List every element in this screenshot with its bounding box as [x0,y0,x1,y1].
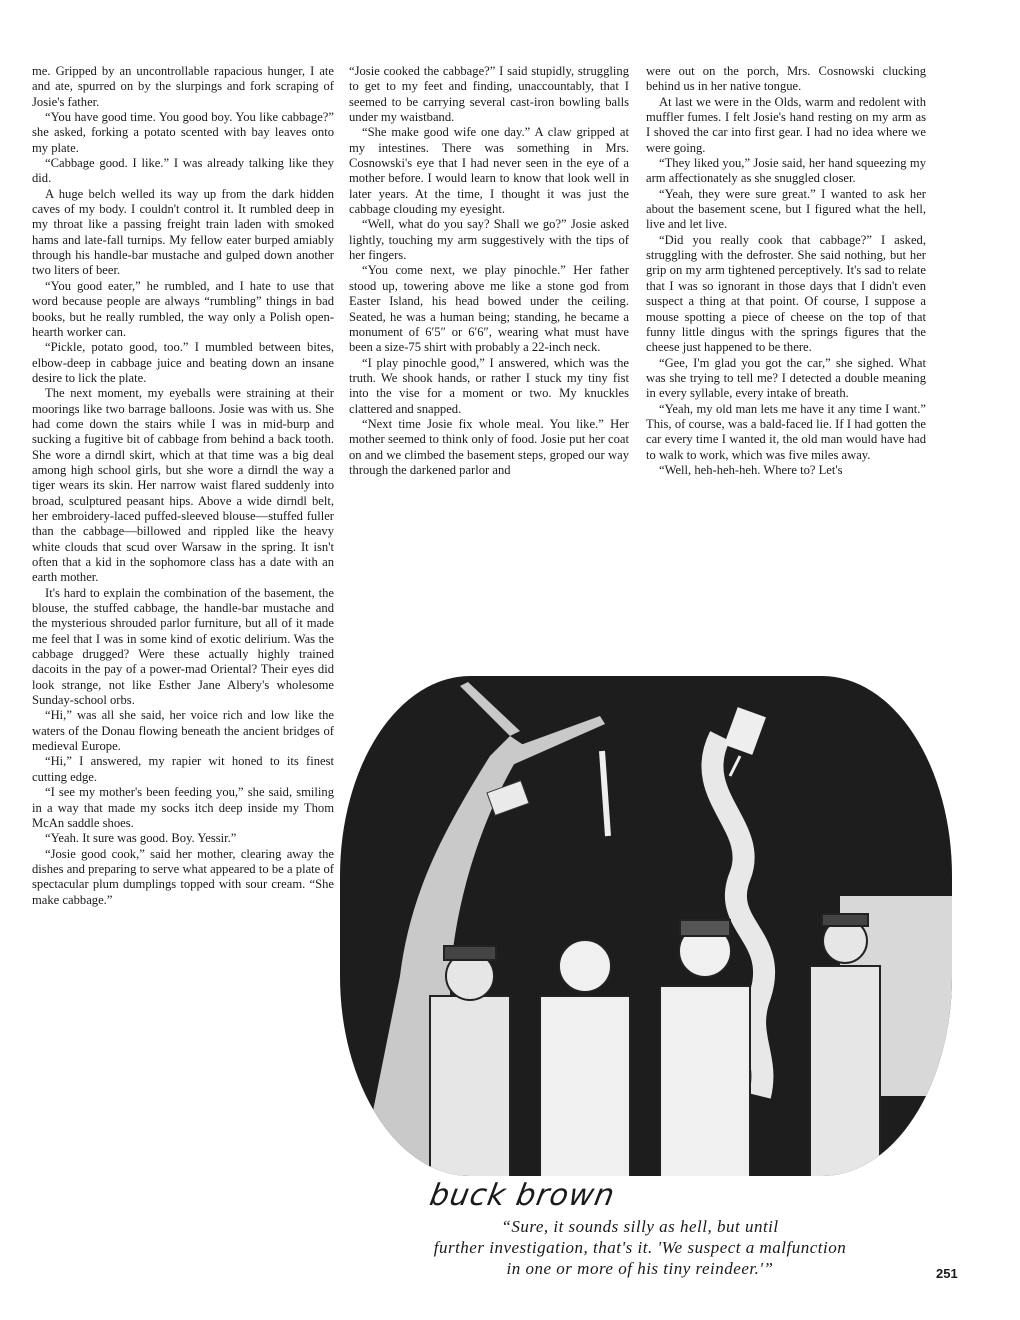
paragraph: “She make good wife one day.” A claw gripped at my intestines. There was something in Mrs. Cosnowski's eye that I had never seen in the eye of a mother before. I would learn to know that look well in later years. At the time, I thought it was just the cabbage clouding my eyesight. [349,125,629,217]
page-number: 251 [936,1266,958,1281]
paragraph: “Yeah. It sure was good. Boy. Yessir.” [45,831,237,846]
paragraph: me. Gripped by an uncontrollable rapacious hunger, I ate and ate, spurred on by the slurpings and fork scraping of Josie's father. [32,64,334,109]
paragraph: “Yeah, they were sure great.” I wanted to ask her about the basement scene, but I figured what the hell, live and let live. [646,186,926,232]
paragraph: “I play pinochle good,” I answered, which was the truth. We shook hands, or rather I stuck my tiny fist into the vise for a moment or two. My knuckles clattered and snapped. [349,355,629,416]
text-column-2 [349,64,629,478]
paragraph: “Josie cooked the cabbage?” I said stupidly, struggling to get to my feet and finding, unaccountably, that I seemed to be carrying several cast-iron bowling balls under my waistband. [349,64,629,125]
caption-line: further investigation, that's it. 'We suspect a malfunction [433,1238,847,1257]
paragraph: “Hi,” I answered, my rapier wit honed to its finest cutting edge. [32,754,334,784]
paragraph: “Next time Josie fix whole meal. You like.” Her mother seemed to think only of food. Josie put her coat on and we climbed the basement steps, groped our way through the darkened parlor and [349,416,629,477]
paragraph: The next moment, my eyeballs were straining at their moorings like two barrage balloons. Josie was with us. She had come down the stairs while I was in mid-burp and sucking a fugitive bit of cabbage from behind a back tooth. She wore a dirndl skirt, which at that time was a big deal among high school girls, but she wore a dirndl the way a tiger wears its skin. Her narrow waist flared suddenly into broad, sculptured peasant hips. Above a wide dirndl belt, her embroidery-laced puffed-sleeved blouse—stuffed fuller than the cabbage—billowed and rippled like the heavy white clouds that scud over Warsaw in the spring. It isn't often that a kid in the sophomore class has a date with an earth mother. [32,386,334,585]
paragraph: “Well, heh-heh-heh. Where to? Let's [659,462,843,477]
paragraph: “Cabbage good. I like.” I was already talking like they did. [32,156,334,186]
paragraph: “Well, what do you say? Shall we go?” Josie asked lightly, touching my arm suggestively with the tips of her fingers. [349,217,629,263]
paragraph: “They liked you,” Josie said, her hand squeezing my arm affectionately as she snuggled closer. [646,156,926,186]
paragraph: “You good eater,” he rumbled, and I hate to use that word because people are always “rumbling” things in bad books, but he really rumbled, the way only a Polish open-hearth worker can. [32,278,334,339]
paragraph: “Yeah, my old man lets me have it any time I want.” This, of course, was a bald-faced lie. If I had gotten the car every time I wanted it, the old man would have had to walk to work, which was five miles away. [646,401,926,462]
paragraph: were out on the porch, Mrs. Cosnowski clucking behind us in her native tongue. [646,64,926,94]
text-column-3 [646,64,926,478]
text-column-1 [32,64,334,908]
cartoonist-signature: buck brown [426,1178,618,1213]
paragraph: “You come next, we play pinochle.” Her father stood up, towering above me like a stone god from Easter Island, his head bowed under the ceiling. Seated, he was a human being; standing, he became a monument of 6′5″ or 6′6″, wearing what must have been a size-75 shirt with probably a 22-inch neck. [349,263,629,355]
paragraph: “Did you really cook that cabbage?” I asked, struggling with the defroster. She said nothing, but her grip on my arm tightened perceptively. It's sad to relate that I was so ignorant in those days that I didn't even suspect a thing at that point. Of course, I suppose a mouse spotting a piece of cheese on the top of that funny little dingus with the springs figures that the cheese just happened to be there. [646,232,926,355]
paragraph: A huge belch welled its way up from the dark hidden caves of my body. I couldn't control it. It rumbled deep in my throat like a passing freight train laden with smoked hams and late-fall turnips. My fellow eater burped amiably through his handle-bar mustache and gulped down another two liters of beer. [32,186,334,278]
caption-line: “Sure, it sounds silly as hell, but until [501,1217,779,1236]
caption-line: in one or more of his tiny reindeer.'” [506,1259,774,1278]
paragraph: At last we were in the Olds, warm and redolent with muffler fumes. I felt Josie's hand resting on my arm as I shoved the car into first gear. I had no idea where we were going. [646,94,926,155]
paragraph: “You have good time. You good boy. You like cabbage?” she asked, forking a potato scented with bay leaves onto my plate. [32,110,334,155]
paragraph: “I see my mother's been feeding you,” she said, smiling in a way that made my socks itch deep inside my Thom McAn saddle shoes. [32,785,334,830]
paragraph: “Pickle, potato good, too.” I mumbled between bites, elbow-deep in cabbage juice and beating down an insane desire to lick the plate. [32,340,334,385]
cartoon-caption [370,1216,910,1279]
paragraph: “Hi,” was all she said, her voice rich and low like the waters of the Donau flowing beneath the ancient bridges of medieval Europe. [32,708,334,754]
cartoon-illustration [340,676,952,1176]
paragraph: It's hard to explain the combination of the basement, the blouse, the stuffed cabbage, the handle-bar mustache and the mysterious shrouded parlor furniture, but all of it made me feel that I was in some kind of exotic delirium. Was the cabbage drugged? Were these actually highly trained dacoits in the pay of a power-mad Oriental? Their eyes did look strange, not like Esther Jane Albery's wholesome Sunday-school orbs. [32,585,334,708]
paragraph: “Gee, I'm glad you got the car,” she sighed. What was she trying to tell me? I detected a double meaning in every syllable, every intake of breath. [646,355,926,401]
paragraph: “Josie good cook,” said her mother, clearing away the dishes and preparing to serve what appeared to be a plate of spectacular plum dumplings topped with sour cream. “She make cabbage.” [32,846,334,907]
